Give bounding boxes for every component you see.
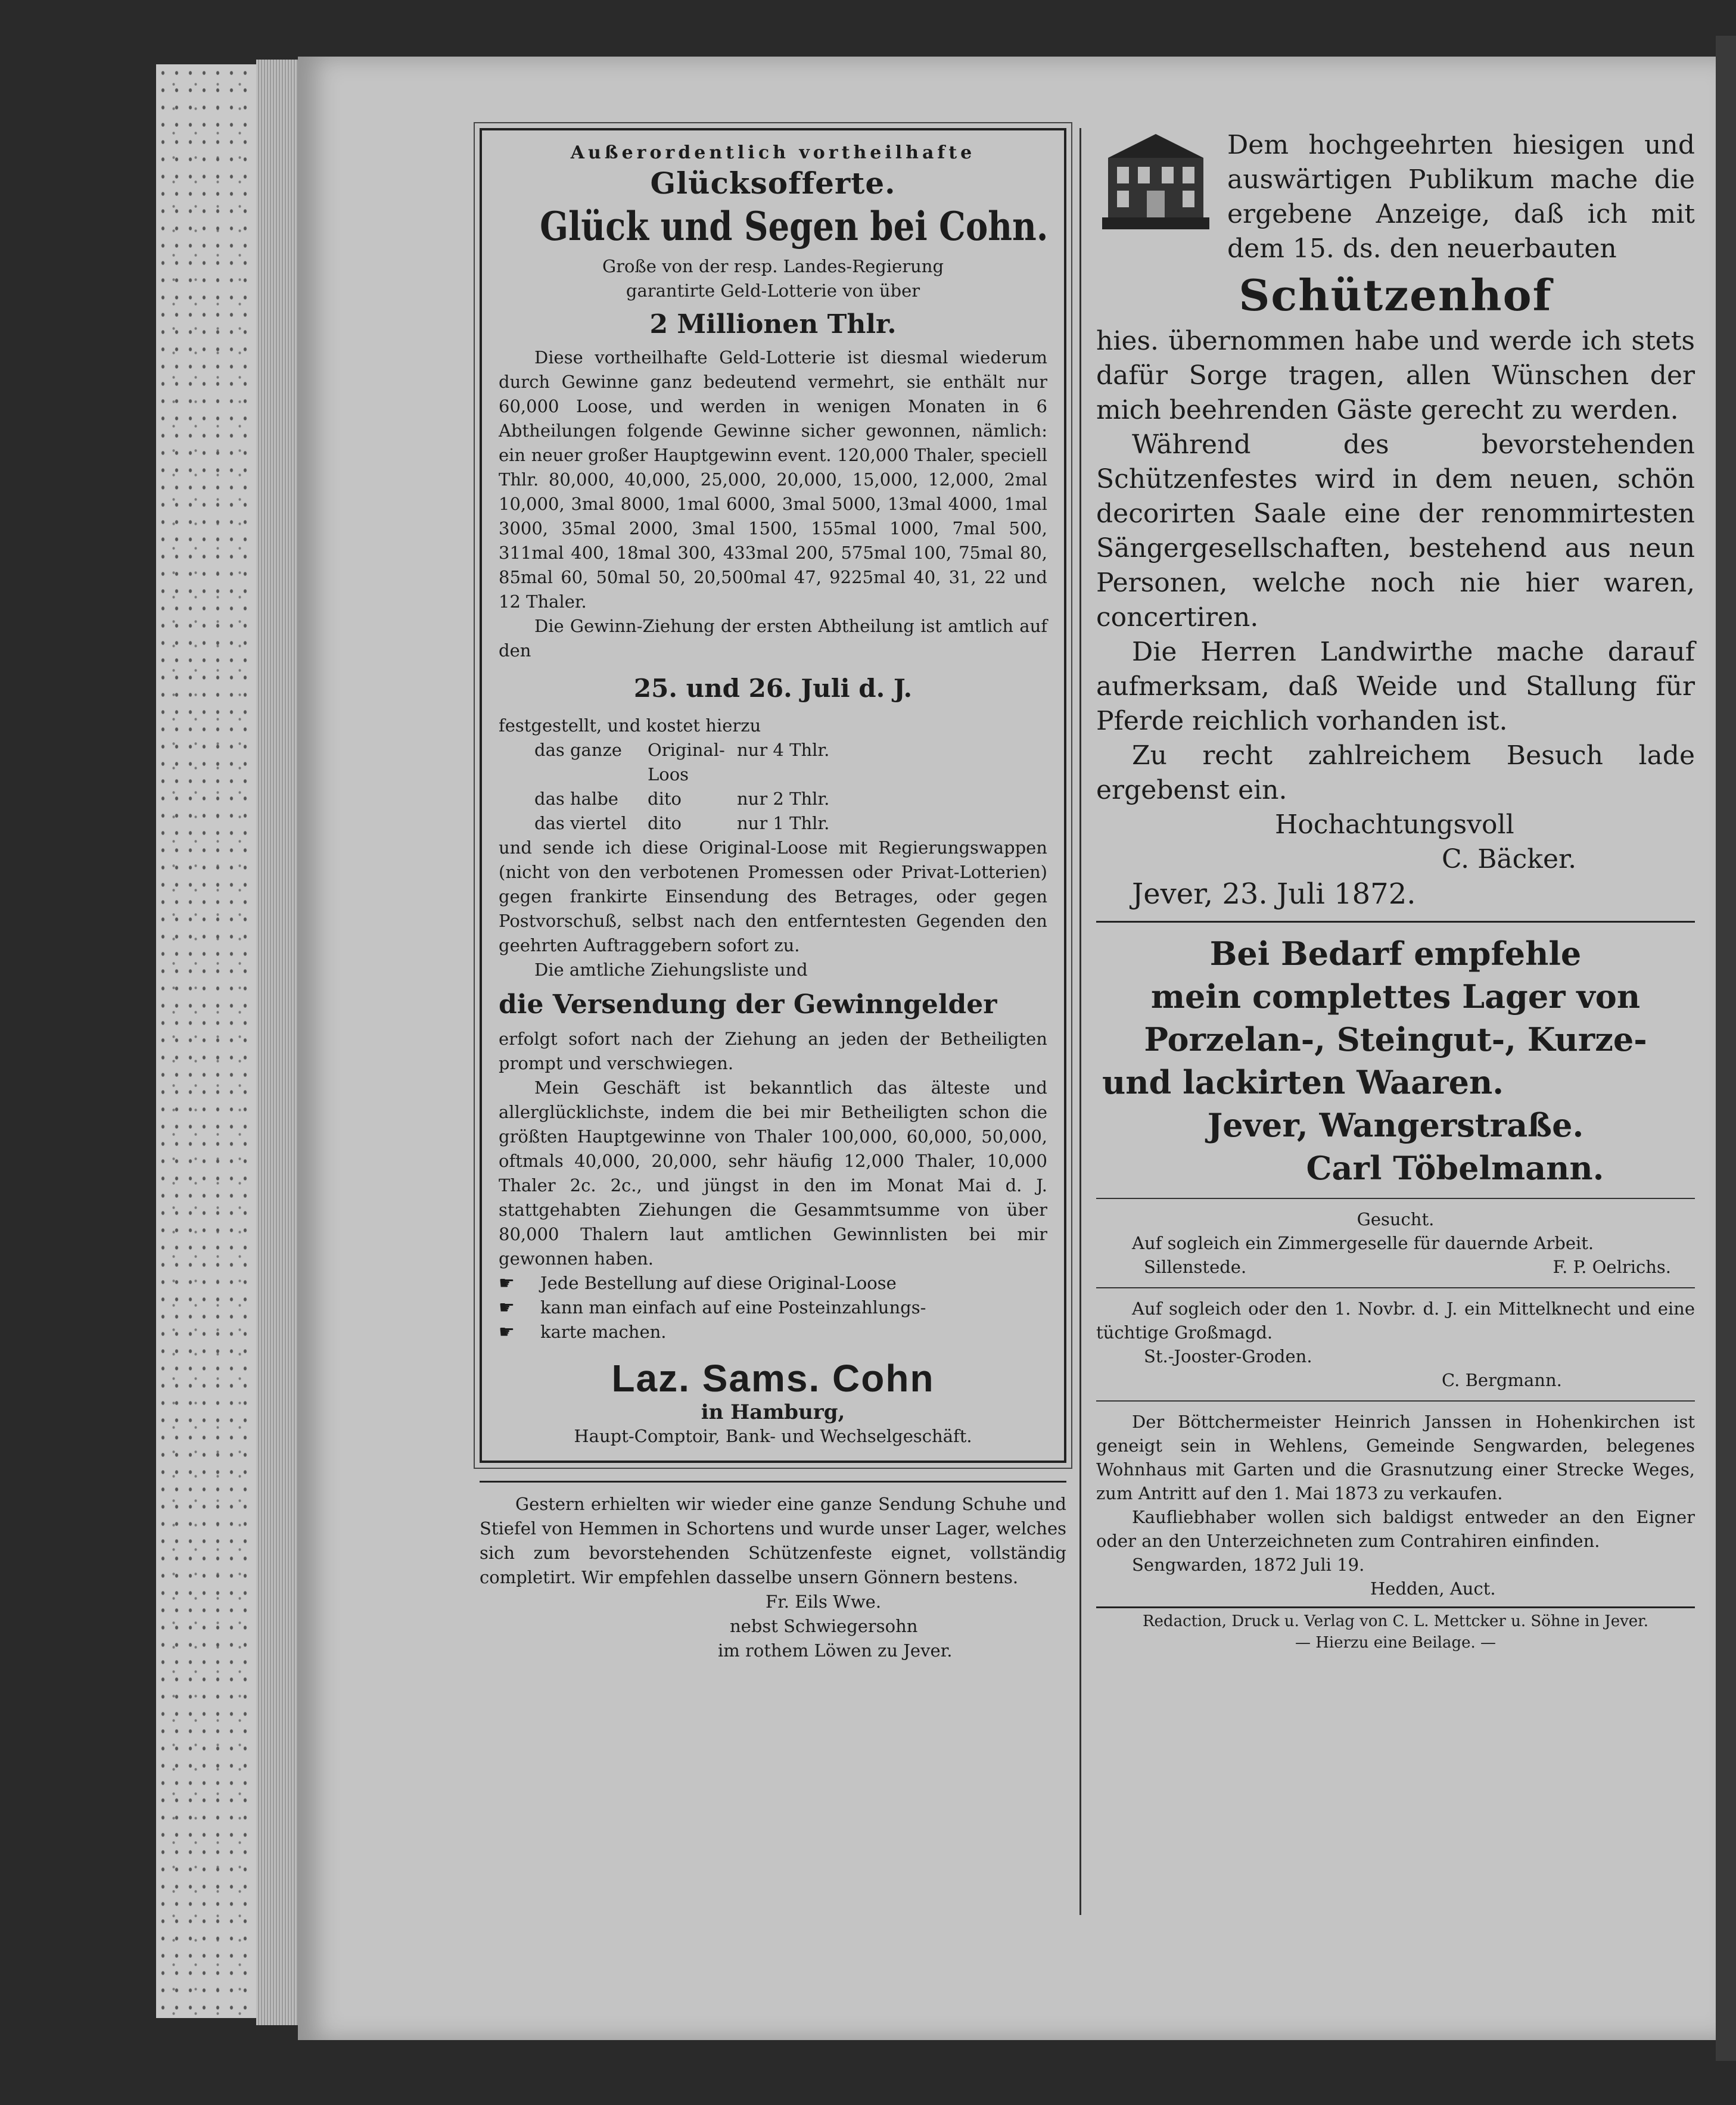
ad-versendung: die Versendung der Gewinngelder	[499, 989, 997, 1020]
firm-name: Laz. Sams. Cohn	[611, 1357, 935, 1400]
lottery-advertisement	[480, 128, 1066, 1463]
price-value: nur 4 Thlr.	[737, 740, 830, 760]
wohnhaus-text-1: Der Böttchermeister Heinrich Janssen in Hohenkirchen ist geneigt sein in Wehlens, Gemeinde Sengwarden, belegenes Wohnhaus mit Garten und die Grasnutzung einer Strecke Weges, zum Antritt auf den 1. Mai 1873 zu verkaufen.	[1096, 1412, 1695, 1503]
left-column	[480, 128, 1066, 1663]
gesucht-place: Sillenstede.	[1144, 1257, 1247, 1277]
hand-line	[499, 1296, 1047, 1320]
price-row	[499, 787, 1047, 811]
ad-body-4: und sende ich diese Original-Loose mit Regierungswappen (nicht von den verbotenen Promessen oder Privat-Lotterien) gegen frankirte Einsendung des Betrages, oder gegen Postvorschuß, selbst nach den entferntesten Gegenden den geehrten Auftraggebern sofort zu.	[499, 837, 1047, 955]
hand-line	[499, 1320, 1047, 1344]
price-list	[499, 738, 1047, 836]
hand-line-text: kann man einfach auf eine Posteinzahlungs-	[540, 1297, 926, 1318]
firm-subtitle: Haupt-Comptoir, Bank- und Wechselgeschäft.	[574, 1426, 972, 1446]
knecht-signature: C. Bergmann.	[1442, 1370, 1562, 1390]
ad-body-7: Mein Geschäft ist bekanntlich das älteste und allerglücklichste, indem die bei mir Betheiligten schon die größten Hauptgewinne von Thaler 100,000, 60,000, 50,000, oftmals 40,000, 20,000, sehr häufig 12,000 Thaler, 10,000 Thaler 2c. 2c., und jüngst in den im Monat Mai d. J. stattgehabten Ziehungen die Gesammtsumme von über 80,000 Thalern laut amtlichen Gewinnlisten bei mir gewonnen haben.	[499, 1078, 1047, 1269]
price-value: nur 2 Thlr.	[737, 789, 830, 809]
imprint-line-2: — Hierzu eine Beilage. —	[1295, 1634, 1497, 1652]
knecht-text: Auf sogleich oder den 1. Novbr. d. J. ein Mittelknecht und eine tüchtige Großmagd.	[1096, 1299, 1695, 1343]
schuetzenhof-place-date: Jever, 23. Juli 1872.	[1132, 877, 1416, 911]
pointing-hand-icon: ☛	[499, 1322, 515, 1343]
section-rule	[1096, 1287, 1695, 1288]
imprint	[1096, 1611, 1695, 1654]
bedarf-line-5: Jever, Wangerstraße.	[1207, 1106, 1584, 1144]
gesucht-ad	[1096, 1207, 1695, 1279]
section-rule	[1096, 921, 1695, 923]
wohnhaus-ad	[1096, 1410, 1695, 1600]
price-row	[499, 738, 1047, 787]
price-kind: das viertel	[534, 813, 627, 833]
schuetzenhof-body-4: Zu recht zahlreichem Besuch lade ergebenst ein.	[1096, 740, 1695, 805]
shoe-notice-sig2: nebst Schwiegersohn	[730, 1616, 918, 1636]
ad-body-1: Diese vortheilhafte Geld-Lotterie ist diesmal wiederum durch Gewinne ganz bedeutend vermehrt, sie enthält nur 60,000 Loose, und werden in wenigen Monaten in 6 Abtheilungen folgende Gewinne sicher gewonnen, nämlich: ein neuer großer Hauptgewinn event. 120,000 Thaler, speciell Thlr. 80,000, 40,000, 25,000, 20,000, 15,000, 12,000, 2mal 10,000, 3mal 8000, 1mal 6000, 3mal 5000, 13mal 4000, 1mal 3000, 35mal 2000, 3mal 1500, 155mal 1000, 7mal 500, 311mal 400, 18mal 300, 433mal 200, 575mal 100, 75mal 80, 85mal 60, 50mal 50, 20,500mal 47, 9225mal 40, 31, 22 und 12 Thaler.	[499, 347, 1047, 612]
schuetzenhof-title: Schützenhof	[1239, 270, 1553, 320]
schuetzenhof-body-2: Während des bevorstehenden Schützenfestes wird in dem neuen, schön decorirten Saale eine der renommirtesten Sängergesellschaften, bestehend aus neun Personen, welche noch nie hier waren, concertiren.	[1096, 429, 1695, 633]
ad-amount: 2 Millionen Thlr.	[649, 309, 897, 340]
knecht-place: St.-Jooster-Groden.	[1144, 1346, 1312, 1366]
schuetzenhof-body-1: hies. übernommen habe und werde ich stets dafür Sorge tragen, allen Wünschen der mich beehrenden Gäste gerecht zu werden.	[1096, 326, 1695, 425]
price-kind: das halbe	[534, 789, 618, 809]
ad-body-5: Die amtliche Ziehungsliste und	[534, 960, 808, 980]
gesucht-text: Auf sogleich ein Zimmergeselle für dauernde Arbeit.	[1132, 1233, 1594, 1253]
schuetzenhof-intro: Dem hochgeehrten hiesigen und auswärtigen Publikum mache die ergebene Anzeige, daß ich mit dem 15. ds. den neuerbauten	[1227, 130, 1695, 264]
schuetzenhof-body-3: Die Herren Landwirthe mache darauf aufmerksam, daß Weide und Stallung für Pferde reichlich vorhanden ist.	[1096, 637, 1695, 736]
ad-body-2: Die Gewinn-Ziehung der ersten Abtheilung ist amtlich auf den	[499, 616, 1047, 661]
ad-headline: Glücksofferte.	[650, 166, 896, 201]
pointing-hand-icon: ☛	[499, 1273, 515, 1294]
gesucht-signature: F. P. Oelrichs.	[1553, 1257, 1671, 1277]
ad-subtitle-2: garantirte Geld-Lotterie von über	[626, 281, 920, 301]
ad-draw-date: 25. und 26. Juli d. J.	[633, 674, 913, 703]
shoe-notice-text: Gestern erhielten wir wieder eine ganze Sendung Schuhe und Stiefel von Hemmen in Schortens und wurde unser Lager, welches sich zum bevorstehenden Schützenfeste eignet, vollständig completirt. Wir empfehlen dasselbe unsern Gönnern bestens.	[480, 1494, 1066, 1587]
schuetzenhof-ad	[1096, 128, 1695, 911]
schuetzenhof-signature: C. Bäcker.	[1442, 844, 1577, 874]
column-separator	[1079, 128, 1081, 1915]
ad-title: Glück und Segen bei Cohn.	[540, 203, 1049, 250]
price-item: Original-Loos	[648, 740, 725, 784]
schuetzenhof-greeting: Hochachtungsvoll	[1275, 809, 1514, 840]
bedarf-line-2: mein complettes Lager von	[1150, 977, 1641, 1016]
page-right-shadow	[1716, 36, 1736, 2061]
right-column	[1096, 128, 1695, 1654]
price-kind: das ganze	[534, 740, 622, 760]
ad-body-3: festgestellt, und kostet hierzu	[499, 715, 761, 736]
pointing-hand-icon: ☛	[499, 1297, 515, 1318]
section-rule	[480, 1481, 1066, 1483]
price-item: dito	[648, 813, 682, 833]
wohnhaus-signature: Hedden, Auct.	[1370, 1578, 1496, 1599]
price-item: dito	[648, 789, 682, 809]
price-row	[499, 811, 1047, 836]
building-icon	[1096, 128, 1215, 235]
firm-city: in Hamburg,	[701, 1400, 845, 1424]
bedarf-line-3: Porzelan-, Steingut-, Kurze-	[1144, 1020, 1647, 1058]
bedarf-ad	[1096, 932, 1695, 1189]
imprint-line-1: Redaction, Druck u. Verlag von C. L. Mettcker u. Söhne in Jever.	[1142, 1612, 1649, 1630]
hand-line-text: karte machen.	[540, 1322, 667, 1342]
hand-line-text: Jede Bestellung auf diese Original-Loose	[540, 1273, 897, 1293]
shoe-notice-sig3: im rothem Löwen zu Jever.	[718, 1640, 953, 1661]
gesucht-title: Gesucht.	[1357, 1209, 1435, 1229]
wohnhaus-place-date: Sengwarden, 1872 Juli 19.	[1132, 1555, 1365, 1575]
ad-subtitle-1: Große von der resp. Landes-Regierung	[602, 256, 944, 276]
wohnhaus-text-2: Kaufliebhaber wollen sich baldigst entweder an den Eigner oder an den Unterzeichneten zum Contrahiren einfinden.	[1096, 1507, 1695, 1551]
ad-body-6: erfolgt sofort nach der Ziehung an jeden der Betheiligten prompt und verschwiegen.	[499, 1029, 1047, 1073]
bedarf-line-4: und lackirten Waaren.	[1102, 1063, 1504, 1101]
hand-line	[499, 1271, 1047, 1296]
price-value: nur 1 Thlr.	[737, 813, 830, 833]
bedarf-line-6: Carl Töbelmann.	[1306, 1149, 1604, 1187]
knecht-ad	[1096, 1297, 1695, 1392]
section-rule	[1096, 1198, 1695, 1199]
ad-kicker: Außerordentlich vortheilhafte	[570, 142, 976, 163]
section-rule	[1096, 1400, 1695, 1402]
page-stack-edges	[256, 60, 304, 2025]
bedarf-line-1: Bei Bedarf empfehle	[1209, 935, 1582, 973]
section-rule	[1096, 1606, 1695, 1608]
shoe-notice	[480, 1492, 1066, 1663]
shoe-notice-sig1: Fr. Eils Wwe.	[766, 1592, 882, 1612]
